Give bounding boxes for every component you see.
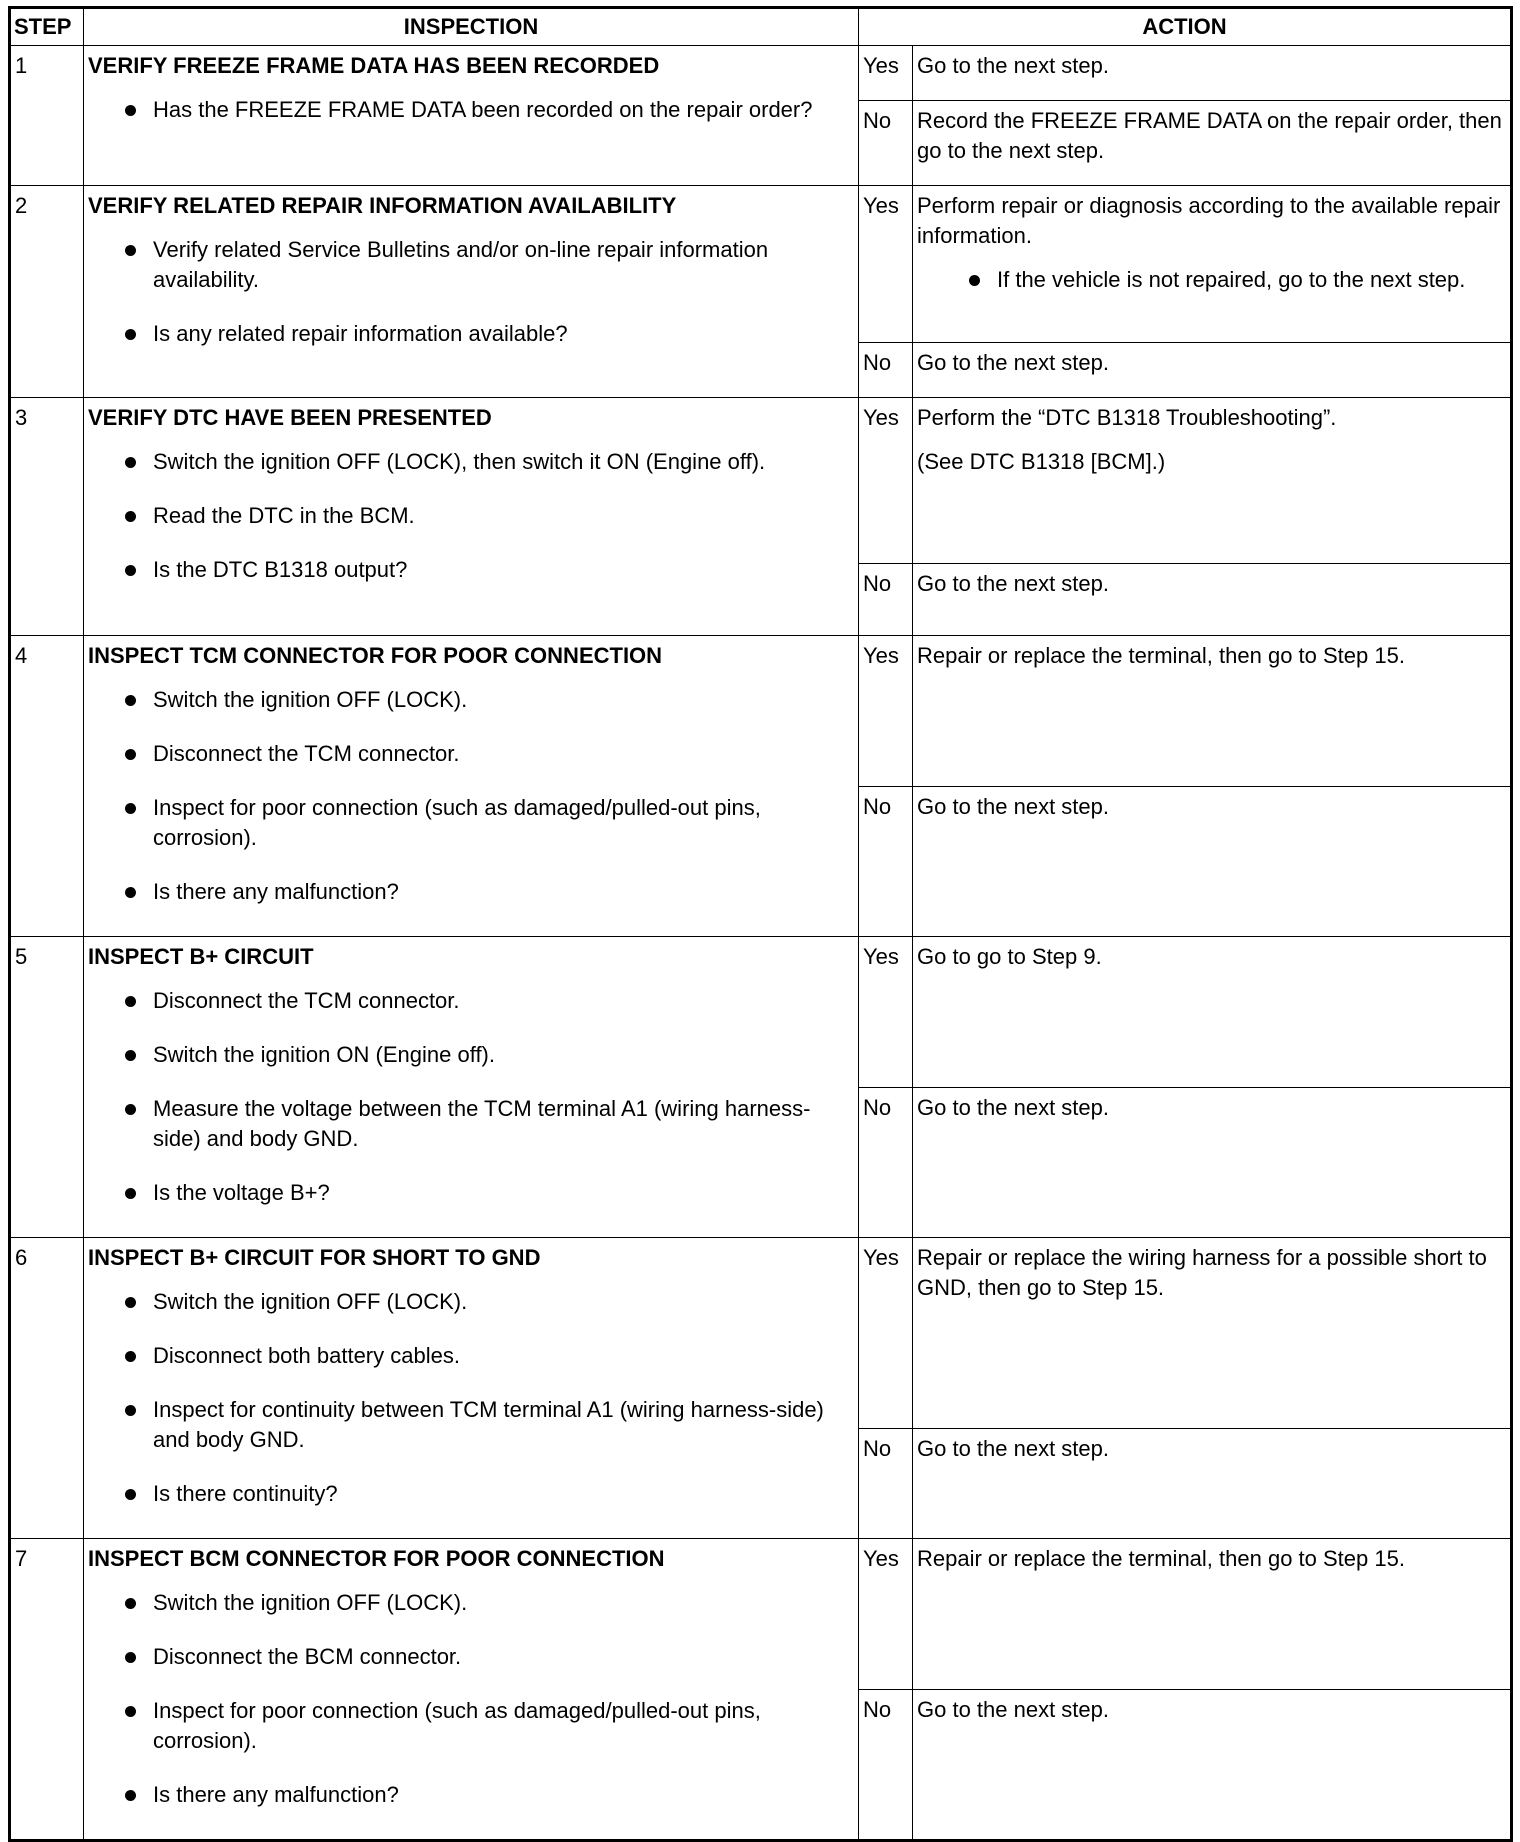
inspection-bullet: Inspect for poor connection (such as damaged/pulled-out pins, corrosion). [153, 1696, 854, 1756]
no-action-text: Go to the next step. [917, 1094, 1110, 1120]
no-label: No [859, 1690, 913, 1841]
step-number: 2 [10, 186, 84, 398]
step-title: INSPECT BCM CONNECTOR FOR POOR CONNECTION [88, 1546, 665, 1571]
step-row [10, 186, 1512, 343]
step-number: 5 [10, 937, 84, 1238]
step-row [10, 1539, 1512, 1690]
no-action [913, 101, 1512, 186]
inspection-bullet: Measure the voltage between the TCM terminal A1 (wiring harness-side) and body GND. [153, 1094, 854, 1154]
inspection-cell [84, 937, 859, 1238]
inspection-bullet: Switch the ignition OFF (LOCK). [153, 685, 854, 715]
step-number: 4 [10, 636, 84, 937]
inspection-bullet: Inspect for poor connection (such as damaged/pulled-out pins, corrosion). [153, 793, 854, 853]
yes-action-text: Go to the next step. [917, 53, 1110, 78]
yes-label: Yes [859, 1238, 913, 1429]
step-row [10, 1238, 1512, 1429]
yes-action-text: Go to go to Step 9. [917, 944, 1102, 969]
step-title: INSPECT TCM CONNECTOR FOR POOR CONNECTION [88, 643, 663, 668]
inspection-bullet: Is there continuity? [153, 1479, 854, 1509]
yes-action-text: Repair or replace the terminal, then go to Step 15. [917, 1546, 1405, 1571]
yes-action-text: Repair or replace the terminal, then go to Step 15. [917, 643, 1405, 668]
yes-action [913, 636, 1512, 787]
header-row [10, 8, 1512, 46]
header-action: ACTION [859, 8, 1512, 46]
step-row [10, 46, 1512, 101]
yes-label: Yes [859, 46, 913, 101]
no-label: No [859, 787, 913, 937]
action-note: (See DTC B1318 [BCM].) [917, 449, 1166, 474]
inspection-bullet: Is there any malfunction? [153, 877, 854, 907]
no-action [913, 1428, 1512, 1538]
step-row [10, 636, 1512, 787]
header-inspection: INSPECTION [84, 8, 859, 46]
step-title: VERIFY RELATED REPAIR INFORMATION AVAILABILITY [88, 193, 677, 218]
inspection-bullet: Switch the ignition OFF (LOCK). [153, 1287, 854, 1317]
yes-action [913, 398, 1512, 564]
inspection-cell [84, 398, 859, 636]
no-label: No [859, 101, 913, 186]
step-row [10, 398, 1512, 564]
step-row [10, 937, 1512, 1088]
inspection-bullet: Is any related repair information available? [153, 319, 854, 349]
inspection-bullet: Verify related Service Bulletins and/or on-line repair information availability. [153, 235, 854, 295]
inspection-bullet: Is the DTC B1318 output? [153, 555, 854, 585]
yes-action [913, 46, 1512, 101]
inspection-bullet: Disconnect both battery cables. [153, 1341, 854, 1371]
yes-action-text: Repair or replace the wiring harness for a possible short to GND, then go to Step 15. [917, 1245, 1487, 1300]
yes-action [913, 1539, 1512, 1690]
yes-label: Yes [859, 186, 913, 343]
header-step: STEP [10, 8, 84, 46]
inspection-bullet: Switch the ignition ON (Engine off). [153, 1040, 854, 1070]
yes-action [913, 1238, 1512, 1429]
no-action-text: Go to the next step. [917, 1435, 1110, 1461]
no-action [913, 787, 1512, 937]
yes-label: Yes [859, 937, 913, 1088]
inspection-bullet: Disconnect the TCM connector. [153, 986, 854, 1016]
no-action-text: Go to the next step. [917, 350, 1110, 375]
inspection-cell [84, 186, 859, 398]
inspection-bullet: Switch the ignition OFF (LOCK). [153, 1588, 854, 1618]
no-label: No [859, 564, 913, 636]
yes-label: Yes [859, 1539, 913, 1690]
inspection-cell [84, 636, 859, 937]
no-action [913, 564, 1512, 636]
step-title: INSPECT B+ CIRCUIT FOR SHORT TO GND [88, 1245, 541, 1270]
inspection-cell [84, 1238, 859, 1539]
yes-label: Yes [859, 398, 913, 564]
step-title: VERIFY FREEZE FRAME DATA HAS BEEN RECORDED [88, 53, 660, 78]
step-number: 1 [10, 46, 84, 186]
inspection-bullet: Disconnect the BCM connector. [153, 1642, 854, 1672]
inspection-bullet: Inspect for continuity between TCM terminal A1 (wiring harness-side) and body GND. [153, 1395, 854, 1455]
step-title: INSPECT B+ CIRCUIT [88, 944, 314, 969]
no-label: No [859, 343, 913, 398]
yes-label: Yes [859, 636, 913, 787]
inspection-bullet: Switch the ignition OFF (LOCK), then switch it ON (Engine off). [153, 447, 854, 477]
no-label: No [859, 1087, 913, 1238]
no-action [913, 343, 1512, 398]
yes-action-text: Perform repair or diagnosis according to the available repair information. [917, 193, 1501, 248]
inspection-bullet: Read the DTC in the BCM. [153, 501, 854, 531]
inspection-cell [84, 46, 859, 186]
inspection-bullet: Is the voltage B+? [153, 1178, 854, 1208]
step-title: VERIFY DTC HAVE BEEN PRESENTED [88, 405, 492, 430]
step-number: 3 [10, 398, 84, 636]
inspection-bullet: Is there any malfunction? [153, 1780, 854, 1810]
inspection-cell [84, 1539, 859, 1841]
inspection-bullet: Disconnect the TCM connector. [153, 739, 854, 769]
no-action-text: Go to the next step. [917, 571, 1110, 596]
no-label: No [859, 1428, 913, 1538]
no-action [913, 1087, 1512, 1238]
no-action-text: Go to the next step. [917, 1697, 1110, 1722]
yes-action [913, 186, 1512, 343]
step-number: 6 [10, 1238, 84, 1539]
step-number: 7 [10, 1539, 84, 1841]
no-action [913, 1690, 1512, 1841]
no-action-text: Record the FREEZE FRAME DATA on the repair order, then go to the next step. [917, 108, 1502, 163]
inspection-bullet: Has the FREEZE FRAME DATA been recorded on the repair order? [153, 95, 854, 125]
action-bullet: If the vehicle is not repaired, go to the next step. [997, 265, 1506, 295]
troubleshooting-table [8, 6, 1513, 1842]
yes-action-text: Perform the “DTC B1318 Troubleshooting”. [917, 405, 1337, 430]
yes-action [913, 937, 1512, 1088]
no-action-text: Go to the next step. [917, 794, 1110, 819]
